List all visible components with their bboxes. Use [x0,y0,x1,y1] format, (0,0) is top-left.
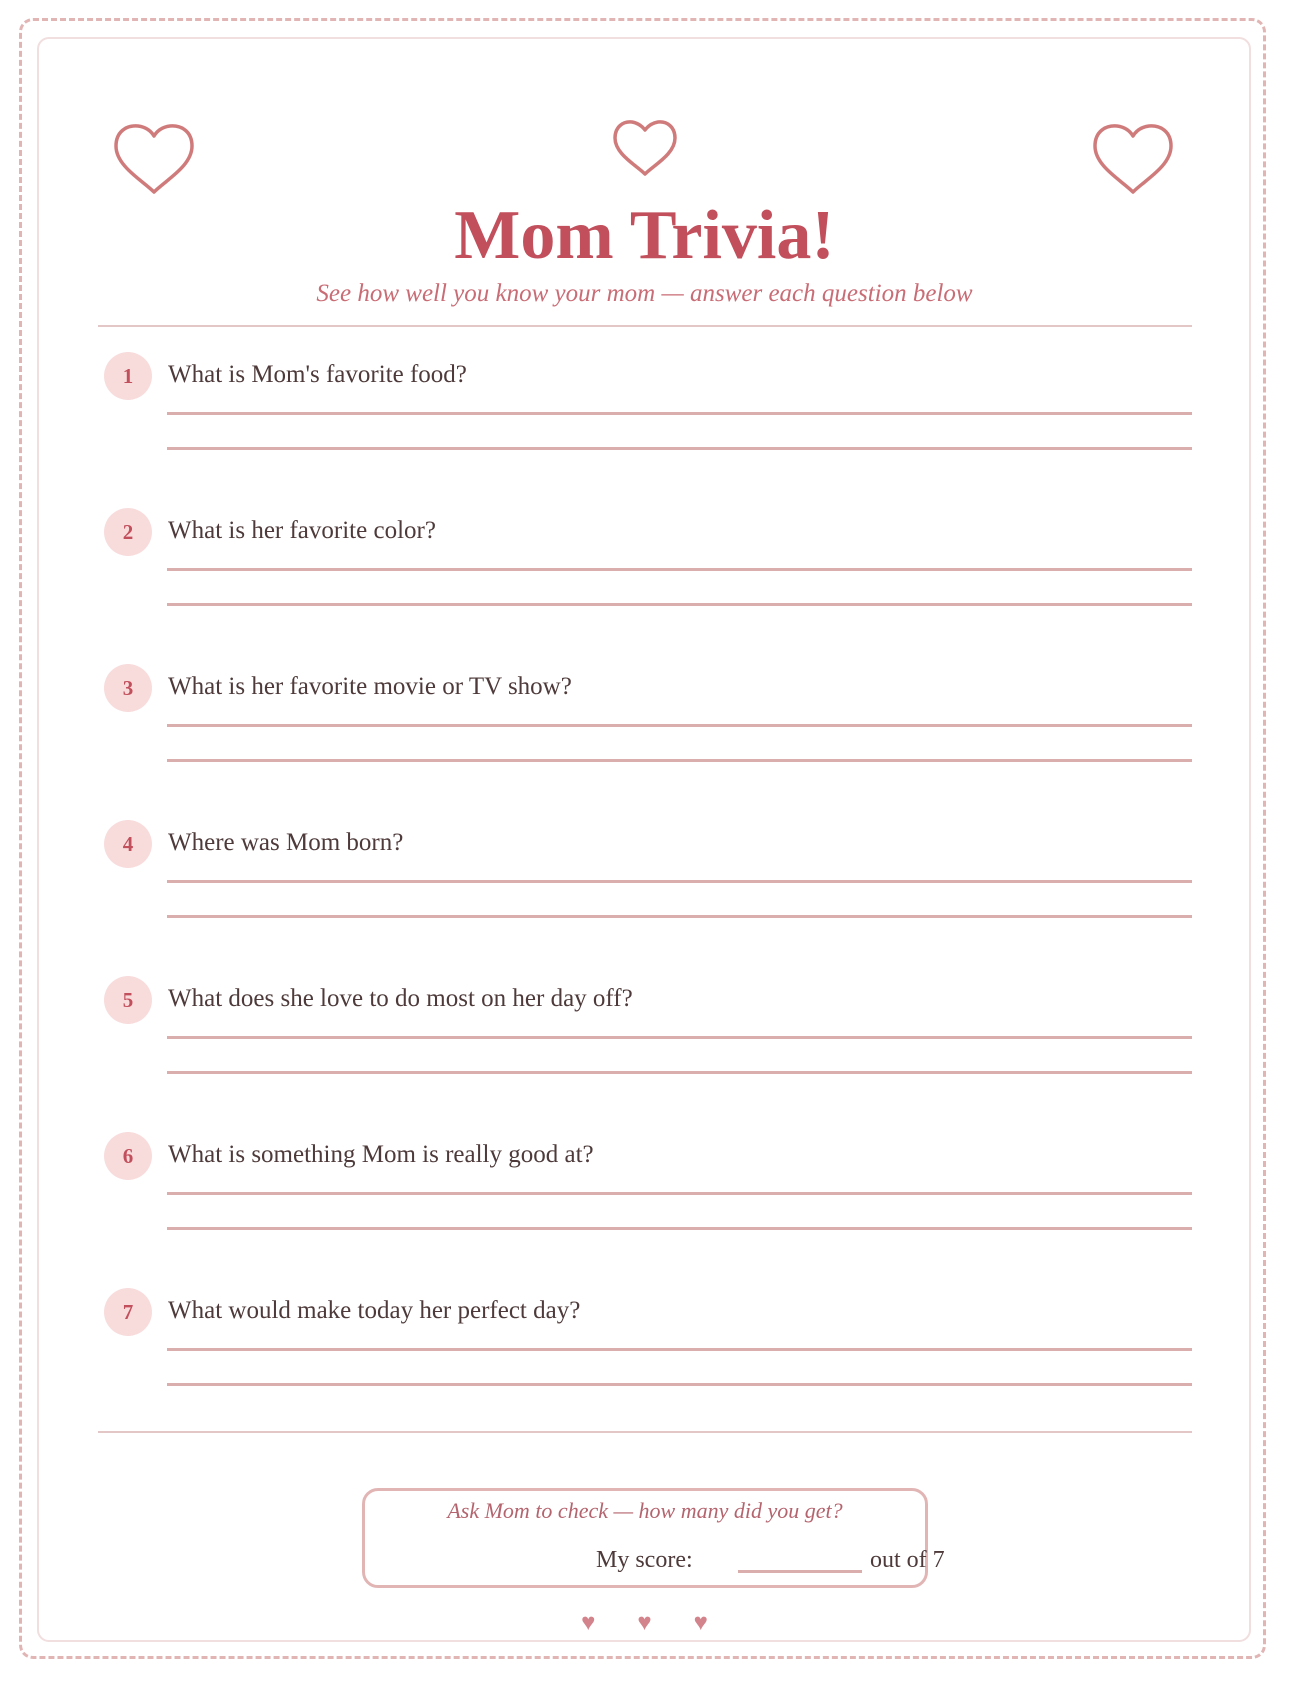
heart-icon: ♥ [637,1610,652,1636]
question-number-badge: 7 [104,1288,152,1336]
question-item [104,976,1192,1126]
question-item [104,508,1192,658]
answer-line[interactable] [167,1071,1192,1074]
footer-divider [98,1431,1192,1433]
heart-outline-icon [612,119,678,177]
question-number-badge: 3 [104,664,152,712]
question-number-badge: 4 [104,820,152,868]
heart-icon: ♥ [693,1610,708,1636]
question-item [104,820,1192,970]
question-item [104,1288,1192,1438]
answer-line[interactable] [167,1036,1192,1039]
answer-line[interactable] [167,1192,1192,1195]
score-prompt: Ask Mom to check — how many did you get? [447,1498,843,1523]
question-text: What is her favorite color? [168,517,436,544]
question-number-badge: 2 [104,508,152,556]
question-number-badge: 6 [104,1132,152,1180]
page-title: Mom Trivia! [454,197,835,274]
question-text: What is her favorite movie or TV show? [168,673,572,700]
answer-line[interactable] [167,568,1192,571]
answer-line[interactable] [167,447,1192,450]
answer-line[interactable] [167,412,1192,415]
question-text: What would make today her perfect day? [168,1297,581,1324]
question-item [104,1132,1192,1282]
score-out-of: out of 7 [870,1547,945,1573]
answer-line[interactable] [167,1227,1192,1230]
answer-line[interactable] [167,1348,1192,1351]
answer-line[interactable] [167,603,1192,606]
answer-line[interactable] [167,759,1192,762]
answer-line[interactable] [167,880,1192,883]
answer-line[interactable] [167,915,1192,918]
answer-line[interactable] [167,1383,1192,1386]
header-divider [98,325,1192,327]
question-text: What does she love to do most on her day off? [168,985,633,1012]
answer-line[interactable] [167,724,1192,727]
question-text: What is something Mom is really good at? [168,1141,594,1168]
heart-outline-icon [1091,122,1175,196]
question-text: What is Mom's favorite food? [168,361,467,388]
question-text: Where was Mom born? [168,829,404,856]
score-answer-line[interactable] [738,1570,862,1573]
question-number-badge: 1 [104,352,152,400]
heart-outline-icon [112,122,196,196]
heart-icon: ♥ [581,1610,596,1636]
page-subtitle: See how well you know your mom — answer each question below [316,280,973,307]
question-item [104,664,1192,814]
footer-hearts [0,1608,1289,1638]
question-number-badge: 5 [104,976,152,1024]
score-label: My score: [596,1547,693,1573]
question-item [104,352,1192,502]
